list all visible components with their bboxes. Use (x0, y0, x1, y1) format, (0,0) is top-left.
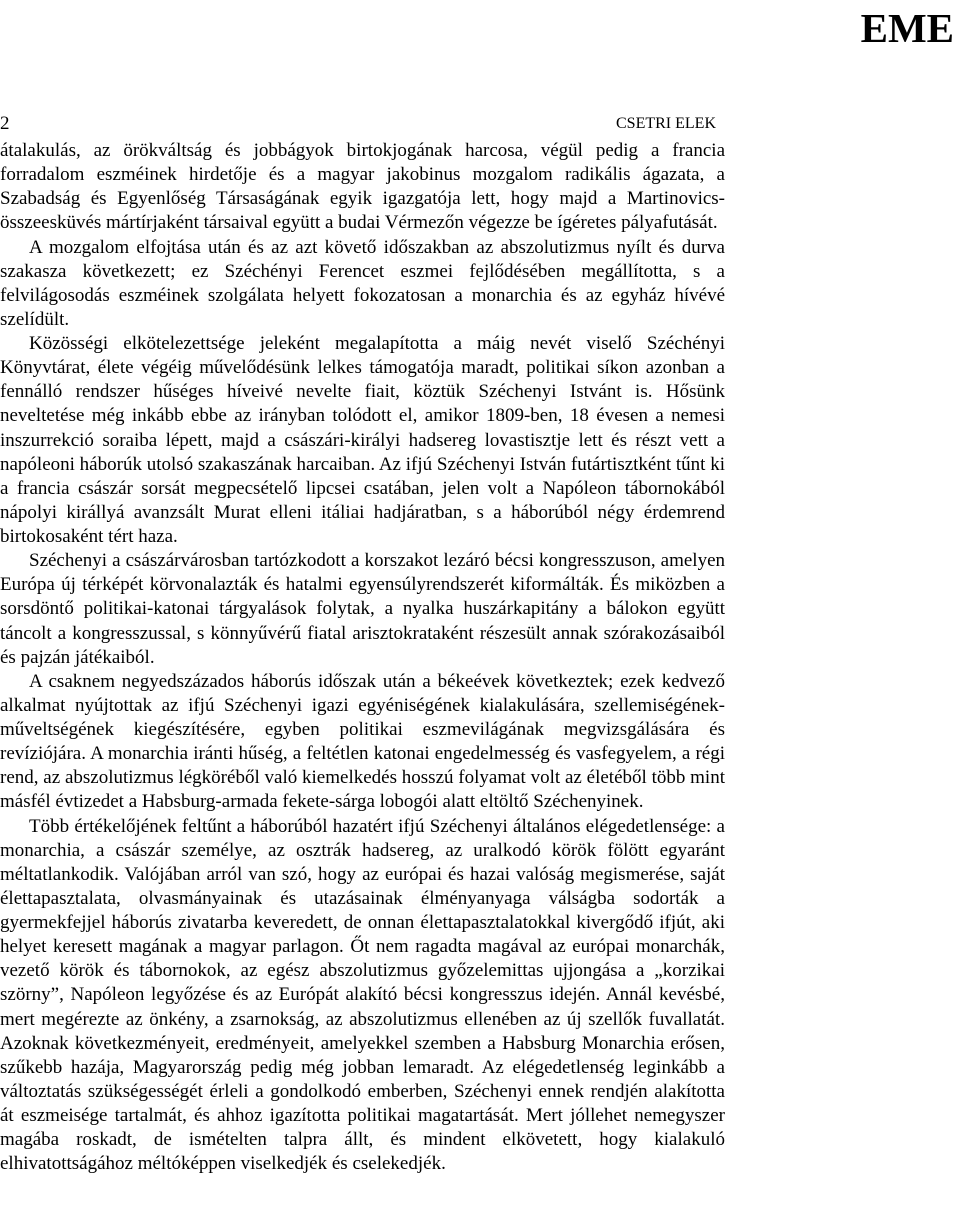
running-head: CSETRI ELEK (616, 115, 716, 132)
paragraph: Közösségi elkötelezettsége jeleként megalapította a máig nevét viselő Széchényi Könyvtárat, élete végéig művelődésünk lelkes támogatója maradt, politikai síkon azonban a fennálló rendszer hűséges híveivé nevelte fiait, köztük Széchenyi Istvánt is. Hősünk neveltetése még inkább ebbe az irányban tolódott el, amikor 1809-ben, 18 évesen a nemesi inszurrekció soraiba lépett, majd a császári-királyi hadsereg lovastisztje lett és részt vett a napóleoni háborúk utolsó szakaszának harcaiban. Az ifjú Széchenyi István futártisztként tűnt ki a francia császár sorsát megpecsételő lipcsei csatában, jelen volt a Napóleon tábornokából nápolyi királlyá avanzsált Murat elleni itáliai hadjáratban, s a háborúból négy érdemrend birtokosaként tért haza. (0, 333, 725, 547)
paragraph: A csaknem negyedszázados háborús időszak után a békeévek következtek; ezek kedvező alkalmat nyújtottak az ifjú Széchenyi igazi egyéniségének kialakulására, szellemiségének-műveltségének kiegészítésére, egyben politikai eszmevilágának megvizsgálására és revíziójára. A monarchia iránti hűség, a feltétlen katonai engedelmesség és vasfegyelem, a régi rend, az abszolutizmus légköréből való kiemelkedés hosszú folyamat volt az életéből több mint másfél évtizedet a Habsburg-armada fekete-sárga lobogói alatt eltöltő Széchenyinek. (0, 670, 725, 813)
paragraph: Széchenyi a császárvárosban tartózkodott a korszakot lezáró bécsi kongresszuson, amelyen Európa új térképét körvonalazták és hatalmi egyensúlyrendszerét kiformálták. És miközben a sorsdöntő politikai-katonai tárgyalások folytak, a nyalka huszárkapitány a bálokon együtt táncolt a kongresszussal, s könnyűvérű fiatal arisztokrataként részesült annak szórakozásaiból és pajzán játékaiból. (0, 550, 725, 668)
paragraph: A mozgalom elfojtása után és az azt követő időszakban az abszolutizmus nyílt és durva szakasza következett; ez Széchényi Ferencet eszmei fejlődésében megállította, s a felvilágosodás eszméinek szolgálata helyett fokozatosan a monarchia és az egyház hívévé szelídült. (0, 236, 725, 330)
body-text (0, 139, 725, 1176)
page-number: 2 (0, 113, 10, 134)
paragraph: Több értékelőjének feltűnt a háborúból hazatért ifjú Széchenyi általános elégedetlensége: a monarchia, a császár személye, az osztrák hadsereg, az uralkodó körök fölött egyaránt méltatlankodik. Valójában arról van szó, hogy az európai és hazai valóság megismerése, saját élettapasztalata, olvasmányainak és utazásainak élményanyaga válságba sodorták a gyermekfejjel háborús zivatarba keveredett, de onnan élettapasztalatokkal kivergődő ifjút, aki helyet keresett magának a magyar parlagon. Őt nem ragadta magával az európai monarchák, vezető körök és tábornokok, az egész abszolutizmus győzelemittas ujjongása a „korzikai szörny”, Napóleon legyőzése és az Európát alakító bécsi kongresszus idején. Annál kevésbé, mert megérezte az önkény, a zsarnokság, az abszolutizmus ellenében az új szellők fuvallatát. Azoknak következményeit, eredményeit, amelyekkel szemben a Habsburg Monarchia erősen, szűkebb hazája, Magyarország pedig még jobban lemaradt. Az elégedetlenség leginkább a változtatás szükségességét érleli a gondolkodó emberben, Széchenyi ennek rendjén alakította át eszmeisége tartalmát, és ahhoz igazította politikai magatartását. Mert jóllehet nemegyszer magába roskadt, de ismételten talpra állt, és mindent elkövetett, hogy kialakuló elhivatottságához méltóképpen viselkedjék és cselekedjék. (0, 815, 725, 1175)
paragraph: átalakulás, az örökváltság és jobbágyok birtokjogának harcosa, végül pedig a francia forradalom eszméinek hirdetője és a magyar jakobinus mozgalom radikális ágazata, a Szabadság és Egyenlőség Társaságának egyik igazgatója lett, hogy majd a Martinovics-összeesküvés mártírjaként társaival együtt a budai Vérmezőn végezze be ígéretes pályafutását. (0, 140, 725, 234)
publisher-logo: EME (860, 5, 954, 51)
